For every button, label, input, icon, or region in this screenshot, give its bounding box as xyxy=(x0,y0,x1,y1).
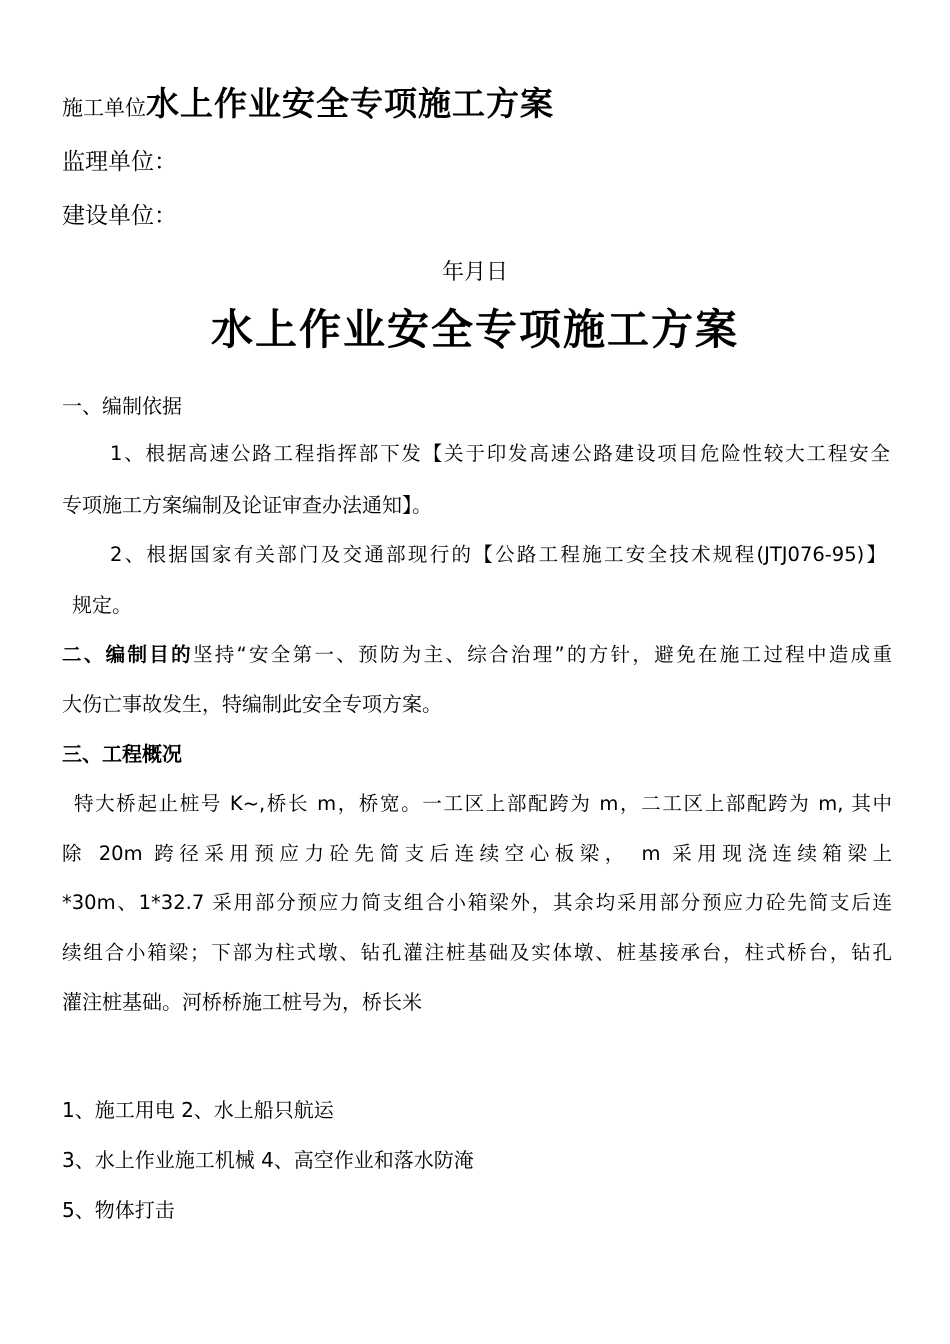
date-line: 年月日 xyxy=(441,260,508,285)
section2-line1-text: 坚持“安全第一、预防为主、综合治理”的方针，避免在施工过程中造成重 xyxy=(192,643,892,666)
section1-item1-line1: 1、根据高速公路工程指挥部下发【关于印发高速公路建设项目危险性较大工程安全 xyxy=(110,442,890,465)
hazard-line2: 3、水上作业施工机械 4、高空作业和落水防淹 xyxy=(62,1148,474,1172)
section2-line1 xyxy=(62,641,892,669)
section3-line2: 除 20m 跨径采用预应力砼先简支后连续空心板梁， m 采用现浇连续箱梁上 xyxy=(62,842,892,865)
owner-unit-label: 建设单位： xyxy=(62,203,177,229)
section2-heading: 二、编制目的 xyxy=(62,643,193,666)
section1-heading: 一、编制依据 xyxy=(62,394,182,418)
section1-item2-line2: 规定。 xyxy=(72,593,132,617)
construction-unit-title: 水上作业安全专项施工方案 xyxy=(146,84,554,123)
hazard-line1: 1、施工用电 2、水上船只航运 xyxy=(62,1098,334,1122)
section1-item1-line2: 专项施工方案编制及论证审查办法通知】。 xyxy=(62,493,432,517)
section3-line5: 灌注桩基础。河桥桥施工桩号为，桥长米 xyxy=(62,990,422,1014)
supervision-unit-label: 监理单位： xyxy=(62,149,177,175)
section1-item2-line1: 2、根据国家有关部门及交通部现行的【公路工程施工安全技术规程(JTJ076-95)】 xyxy=(110,543,886,566)
section3-line1: 特大桥起止桩号 K~,桥长 m，桥宽。一工区上部配跨为 m，二工区上部配跨为 m, 其中 xyxy=(74,792,892,815)
construction-unit-line xyxy=(62,84,554,123)
hazard-line3: 5、物体打击 xyxy=(62,1198,175,1222)
section3-heading: 三、工程概况 xyxy=(62,742,182,766)
section3-line3: *30m、1*32.7 采用部分预应力简支组合小箱梁外，其余均采用部分预应力砼先简支后连 xyxy=(62,891,892,914)
page-title: 水上作业安全专项施工方案 xyxy=(210,305,739,354)
construction-unit-label: 施工单位 xyxy=(62,96,146,120)
section3-line4: 续组合小箱梁；下部为柱式墩、钻孔灌注桩基础及实体墩、桩基接承台，柱式桥台，钻孔 xyxy=(62,941,892,964)
section2-line2: 大伤亡事故发生，特编制此安全专项方案。 xyxy=(62,692,442,716)
